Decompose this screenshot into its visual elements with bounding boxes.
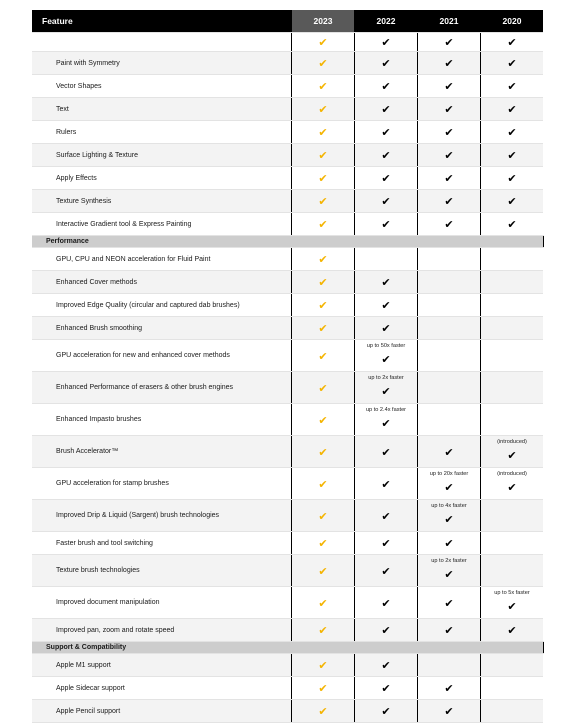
section-row [32,642,543,654]
check-icon: ✔ [318,103,328,116]
check-icon: ✔ [381,57,391,70]
table-row [32,52,543,75]
speed-note: (introduced) [497,439,527,445]
year-cell [355,33,418,52]
year-cell [481,317,544,340]
check-icon: ✔ [507,195,517,208]
check-icon: ✔ [444,103,454,116]
year-cell [355,404,418,436]
year-cell [418,248,481,271]
check-icon: ✔ [381,299,391,312]
year-cell [355,98,418,121]
feature-label: Texture brush technologies [32,555,292,587]
check-icon: ✔ [444,537,454,550]
year-cell [418,213,481,236]
check-icon: ✔ [444,218,454,231]
check-icon: ✔ [381,322,391,335]
year-cell [292,468,355,500]
year-cell [292,555,355,587]
feature-label: Improved pan, zoom and rotate speed [32,619,292,642]
check-icon: ✔ [318,172,328,185]
check-icon: ✔ [444,149,454,162]
year-cell [355,500,418,532]
check-icon: ✔ [318,381,328,395]
check-icon: ✔ [381,149,391,162]
table-row [32,144,543,167]
year-cell [481,619,544,642]
feature-label [32,33,292,52]
speed-note: up to 5x faster [494,590,530,596]
year-cell [292,121,355,144]
section-title: Performance [32,236,543,248]
year-cell [355,468,418,500]
year-cell [481,677,544,700]
year-cell [292,500,355,532]
feature-label: GPU acceleration for new and enhanced cover methods [32,340,292,372]
check-icon: ✔ [381,36,391,49]
year-cell [292,700,355,723]
table-row [32,75,543,98]
speed-note: up to 2x faster [431,558,467,564]
section-title: Support & Compatibility [32,642,543,654]
year-cell [292,619,355,642]
year-cell [418,52,481,75]
year-cell [481,121,544,144]
year-cell [418,121,481,144]
check-icon: ✔ [381,80,391,93]
feature-label: Apple Pencil support [32,700,292,723]
check-icon: ✔ [507,149,517,162]
speed-note: (introduced) [497,471,527,477]
year-cell [418,317,481,340]
check-icon: ✔ [318,126,328,139]
year-cell [292,294,355,317]
check-icon: ✔ [381,537,391,550]
year-cell [355,248,418,271]
year-cell [418,33,481,52]
table-row [32,167,543,190]
check-icon: ✔ [318,218,328,231]
year-cell [355,340,418,372]
year-cell [418,190,481,213]
year-cell [481,700,544,723]
year-cell [355,294,418,317]
check-icon: ✔ [318,509,328,523]
check-icon: ✔ [444,596,454,610]
year-cell [355,167,418,190]
check-icon: ✔ [507,80,517,93]
year-cell [355,121,418,144]
year-cell [418,677,481,700]
year-cell [418,587,481,619]
table-row [32,248,543,271]
section-row [32,236,543,248]
check-icon: ✔ [381,276,391,289]
year-cell [481,436,544,468]
check-icon: ✔ [444,80,454,93]
check-icon: ✔ [381,477,391,491]
year-cell [292,98,355,121]
check-icon: ✔ [444,172,454,185]
table-row [32,294,543,317]
year-cell [481,248,544,271]
table-row [32,121,543,144]
table-row [32,213,543,236]
header-2020: 2020 [481,10,544,33]
year-cell [418,167,481,190]
year-cell [292,654,355,677]
header-row [32,10,543,33]
year-cell [355,654,418,677]
table-row [32,317,543,340]
year-cell [418,144,481,167]
check-icon: ✔ [381,103,391,116]
table-row [32,468,543,500]
check-icon: ✔ [444,682,454,695]
feature-label: Apply Effects [32,167,292,190]
check-icon: ✔ [318,445,328,459]
check-icon: ✔ [318,322,328,335]
check-icon: ✔ [444,568,454,581]
check-icon: ✔ [318,596,328,610]
check-icon: ✔ [318,624,328,637]
check-icon: ✔ [507,624,517,637]
feature-label: GPU, CPU and NEON acceleration for Fluid Paint [32,248,292,271]
feature-label: GPU acceleration for stamp brushes [32,468,292,500]
table-row [32,619,543,642]
check-icon: ✔ [381,172,391,185]
year-cell [481,404,544,436]
check-icon: ✔ [507,449,517,462]
year-cell [418,294,481,317]
table-row [32,555,543,587]
table-row [32,700,543,723]
check-icon: ✔ [507,172,517,185]
check-icon: ✔ [507,103,517,116]
check-icon: ✔ [444,481,454,494]
check-icon: ✔ [381,218,391,231]
feature-label: Apple M1 support [32,654,292,677]
feature-label: Enhanced Brush smoothing [32,317,292,340]
year-cell [481,98,544,121]
check-icon: ✔ [507,126,517,139]
table-row [32,587,543,619]
check-icon: ✔ [444,705,454,718]
year-cell [481,372,544,404]
year-cell [292,340,355,372]
check-icon: ✔ [318,195,328,208]
year-cell [355,271,418,294]
header-2021: 2021 [418,10,481,33]
check-icon: ✔ [381,682,391,695]
check-icon: ✔ [318,705,328,718]
year-cell [418,654,481,677]
year-cell [481,52,544,75]
check-icon: ✔ [381,126,391,139]
year-cell [481,555,544,587]
table-row [32,404,543,436]
check-icon: ✔ [318,36,328,49]
year-cell [418,404,481,436]
year-cell [481,587,544,619]
check-icon: ✔ [507,481,517,494]
year-cell [355,436,418,468]
year-cell [481,271,544,294]
table-row [32,532,543,555]
table-row [32,500,543,532]
year-cell [292,213,355,236]
check-icon: ✔ [318,80,328,93]
year-cell [481,532,544,555]
year-cell [418,372,481,404]
check-icon: ✔ [507,600,517,613]
check-icon: ✔ [318,57,328,70]
table-body [32,33,543,723]
year-cell [481,75,544,98]
year-cell [355,677,418,700]
table-row [32,677,543,700]
year-cell [481,500,544,532]
table-row [32,372,543,404]
feature-label: Enhanced Impasto brushes [32,404,292,436]
year-cell [355,532,418,555]
year-cell [292,317,355,340]
year-cell [481,33,544,52]
check-icon: ✔ [318,537,328,550]
feature-label: Improved Edge Quality (circular and captured dab brushes) [32,294,292,317]
year-cell [418,532,481,555]
year-cell [418,340,481,372]
year-cell [292,248,355,271]
year-cell [418,555,481,587]
feature-label: Enhanced Performance of erasers & other brush engines [32,372,292,404]
year-cell [292,436,355,468]
check-icon: ✔ [381,445,391,459]
year-cell [292,144,355,167]
year-cell [292,677,355,700]
header-2023: 2023 [292,10,355,33]
feature-label: Improved Drip & Liquid (Sargent) brush technologies [32,500,292,532]
year-cell [292,167,355,190]
year-cell [418,700,481,723]
check-icon: ✔ [318,349,328,363]
year-cell [418,436,481,468]
check-icon: ✔ [381,195,391,208]
check-icon: ✔ [444,513,454,526]
year-cell [418,75,481,98]
check-icon: ✔ [381,353,391,366]
check-icon: ✔ [381,417,391,430]
year-cell [355,190,418,213]
check-icon: ✔ [318,564,328,578]
year-cell [481,340,544,372]
year-cell [292,271,355,294]
check-icon: ✔ [381,564,391,578]
year-cell [355,372,418,404]
header-feature: Feature [32,10,292,33]
table-row [32,654,543,677]
year-cell [292,404,355,436]
check-icon: ✔ [444,624,454,637]
year-cell [355,52,418,75]
year-cell [355,700,418,723]
year-cell [481,294,544,317]
table-row [32,98,543,121]
feature-label: Rulers [32,121,292,144]
feature-label: Faster brush and tool switching [32,532,292,555]
feature-label: Paint with Symmetry [32,52,292,75]
year-cell [355,555,418,587]
check-icon: ✔ [507,36,517,49]
table-row [32,33,543,52]
feature-label: Text [32,98,292,121]
year-cell [481,167,544,190]
feature-label: Improved document manipulation [32,587,292,619]
year-cell [292,75,355,98]
check-icon: ✔ [444,36,454,49]
check-icon: ✔ [381,624,391,637]
speed-note: up to 4x faster [431,503,467,509]
year-cell [292,372,355,404]
year-cell [292,532,355,555]
year-cell [355,144,418,167]
year-cell [355,619,418,642]
year-cell [481,144,544,167]
table-row [32,190,543,213]
comparison-table [32,10,544,723]
check-icon: ✔ [507,57,517,70]
year-cell [292,190,355,213]
check-icon: ✔ [318,659,328,672]
feature-label: Surface Lighting & Texture [32,144,292,167]
speed-note: up to 50x faster [366,343,406,349]
year-cell [355,213,418,236]
year-cell [292,33,355,52]
year-cell [355,75,418,98]
feature-label: Apple Sidecar support [32,677,292,700]
feature-label: Interactive Gradient tool & Express Painting [32,213,292,236]
table-row [32,436,543,468]
check-icon: ✔ [318,299,328,312]
speed-note: up to 20x faster [429,471,469,477]
year-cell [418,468,481,500]
year-cell [355,317,418,340]
year-cell [292,52,355,75]
year-cell [418,98,481,121]
year-cell [418,271,481,294]
year-cell [418,500,481,532]
year-cell [481,190,544,213]
header-2022: 2022 [355,10,418,33]
check-icon: ✔ [444,195,454,208]
check-icon: ✔ [318,253,328,266]
check-icon: ✔ [381,596,391,610]
table-row [32,271,543,294]
year-cell [481,468,544,500]
check-icon: ✔ [444,445,454,459]
check-icon: ✔ [318,477,328,491]
check-icon: ✔ [381,659,391,672]
feature-label: Enhanced Cover methods [32,271,292,294]
check-icon: ✔ [381,385,391,398]
year-cell [481,654,544,677]
year-cell [418,619,481,642]
check-icon: ✔ [444,126,454,139]
feature-label: Vector Shapes [32,75,292,98]
year-cell [355,587,418,619]
check-icon: ✔ [381,509,391,523]
check-icon: ✔ [318,149,328,162]
feature-label: Texture Synthesis [32,190,292,213]
table-row [32,340,543,372]
year-cell [292,587,355,619]
check-icon: ✔ [381,705,391,718]
check-icon: ✔ [444,57,454,70]
check-icon: ✔ [318,276,328,289]
check-icon: ✔ [318,413,328,427]
check-icon: ✔ [507,218,517,231]
speed-note: up to 2x faster [368,375,404,381]
speed-note: up to 2.4x faster [365,407,407,413]
check-icon: ✔ [318,682,328,695]
year-cell [481,213,544,236]
feature-label: Brush Accelerator™ [32,436,292,468]
